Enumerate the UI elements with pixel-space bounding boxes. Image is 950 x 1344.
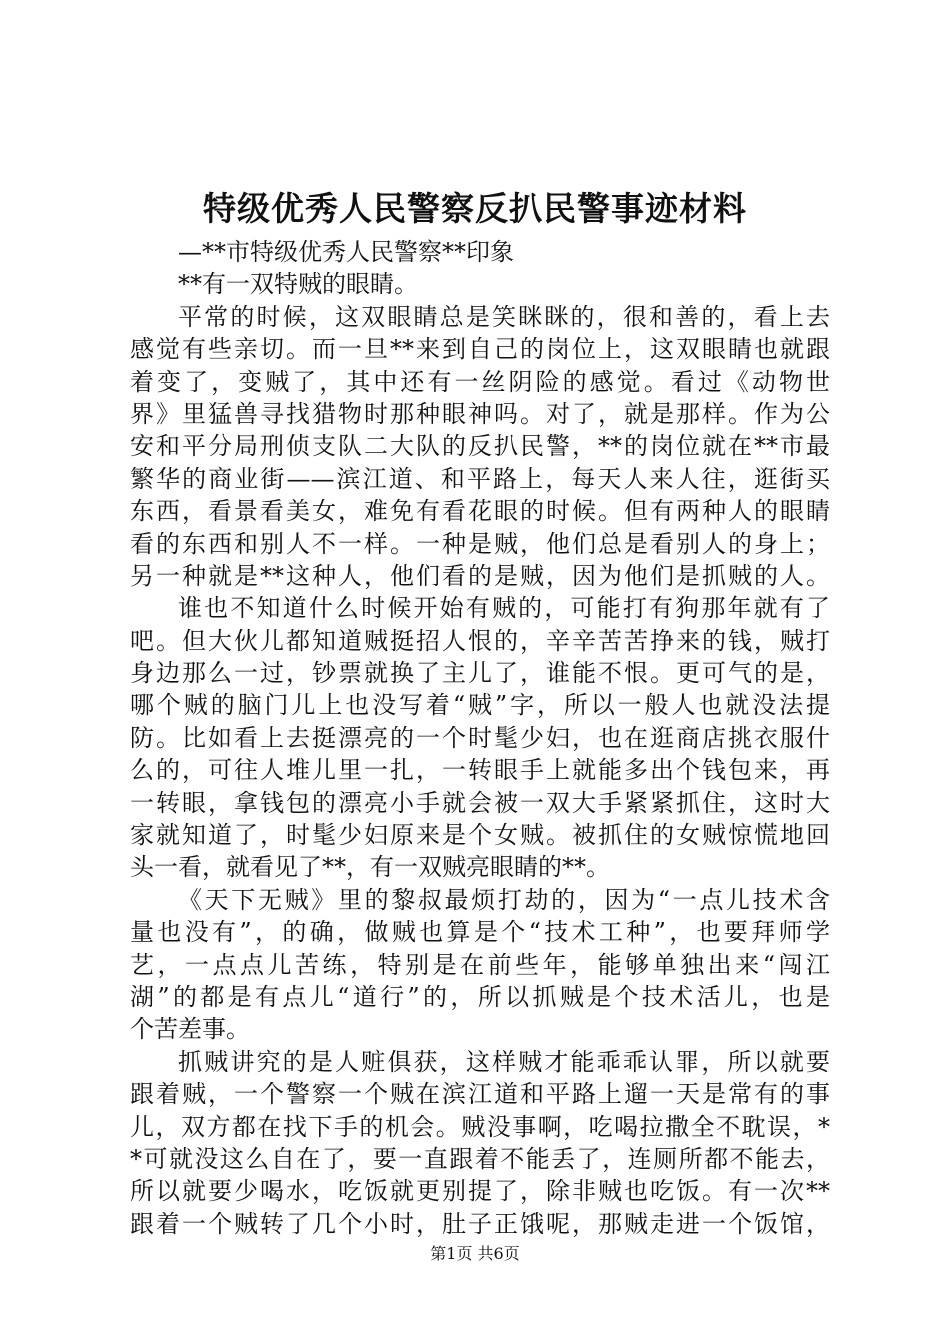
text-line: 看的东西和别人不一样。一种是贼，他们总是看别人的身上； (130, 529, 830, 558)
text-line: 《天下无贼》里的黎叔最烦打劫的，因为“一点儿技术含 (178, 885, 830, 914)
text-line: 艺，一点点儿苦练，特别是在前些年，能够单独出来“闯江 (130, 950, 830, 979)
text-line: 抓贼讲究的是人赃俱获，这样贼才能乖乖认罪，所以就要 (178, 1047, 830, 1076)
text-line: 界》里猛兽寻找猎物时那种眼神吗。对了，就是那样。作为公 (130, 399, 830, 428)
text-line: 跟着贼，一个警察一个贼在滨江道和平路上遛一天是常有的事 (130, 1080, 830, 1109)
text-line: 么的，可往人堆儿里一扎，一转眼手上就能多出个钱包来，再 (130, 756, 830, 785)
text-line: 头一看，就看见了**，有一双贼亮眼睛的**。 (130, 853, 610, 882)
text-line: 平常的时候，这双眼睛总是笑眯眯的，很和善的，看上去 (178, 302, 830, 331)
text-line: 感觉有些亲切。而一旦**来到自己的岗位上，这双眼睛也就跟 (130, 335, 830, 364)
text-line: 量也没有”，的确，做贼也算是个“技术工种”，也要拜师学 (130, 918, 830, 947)
document-title: 特级优秀人民警察反扒民警事迹材料 (203, 189, 747, 228)
text-line: *可就没这么自在了，要一直跟着不能丢了，连厕所都不能去， (130, 1144, 830, 1173)
text-line: 儿，双方都在找下手的机会。贼没事啊，吃喝拉撒全不耽误，* (130, 1112, 830, 1141)
text-line: 着变了，变贼了，其中还有一丝阴险的感觉。看过《动物世 (130, 367, 830, 396)
text-line: 东西，看景看美女，难免有看花眼的时候。但有两种人的眼睛 (130, 497, 830, 526)
text-line: 湖”的都是有点儿“道行”的，所以抓贼是个技术活儿，也是 (130, 982, 830, 1011)
text-line: 跟着一个贼转了几个小时，肚子正饿呢，那贼走进一个饭馆， (130, 1209, 830, 1238)
text-line: 另一种就是**这种人，他们看的是贼，因为他们是抓贼的人。 (130, 561, 830, 590)
text-line: 繁华的商业街——滨江道、和平路上，每天人来人往，逛街买 (130, 464, 830, 493)
text-line: 所以就要少喝水，吃饭就更别提了，除非贼也吃饭。有一次** (130, 1177, 830, 1206)
text-line: **有一双特贼的眼睛。 (178, 270, 418, 299)
text-line: 安和平分局刑侦支队二大队的反扒民警，**的岗位就在**市最 (130, 432, 830, 461)
text-line: 家就知道了，时髦少妇原来是个女贼。被抓住的女贼惊慌地回 (130, 821, 830, 850)
text-line: 身边那么一过，钞票就换了主儿了，谁能不恨。更可气的是， (130, 659, 830, 688)
page-footer: 第1页 共6页 (430, 1244, 520, 1263)
document-body (130, 236, 830, 1240)
subtitle-line: —**市特级优秀人民警察**印象 (178, 238, 514, 266)
text-line: 防。比如看上去挺漂亮的一个时髦少妇，也在逛商店挑衣服什 (130, 723, 830, 752)
text-line: 吧。但大伙儿都知道贼挺招人恨的，辛辛苦苦挣来的钱，贼打 (130, 626, 830, 655)
text-line: 谁也不知道什么时候开始有贼的，可能打有狗那年就有了 (178, 594, 830, 623)
text-line: 个苦差事。 (130, 1015, 250, 1044)
text-line: 一转眼，拿钱包的漂亮小手就会被一双大手紧紧抓住，这时大 (130, 788, 830, 817)
text-line: 哪个贼的脑门儿上也没写着“贼”字，所以一般人也就没法提 (130, 691, 830, 720)
